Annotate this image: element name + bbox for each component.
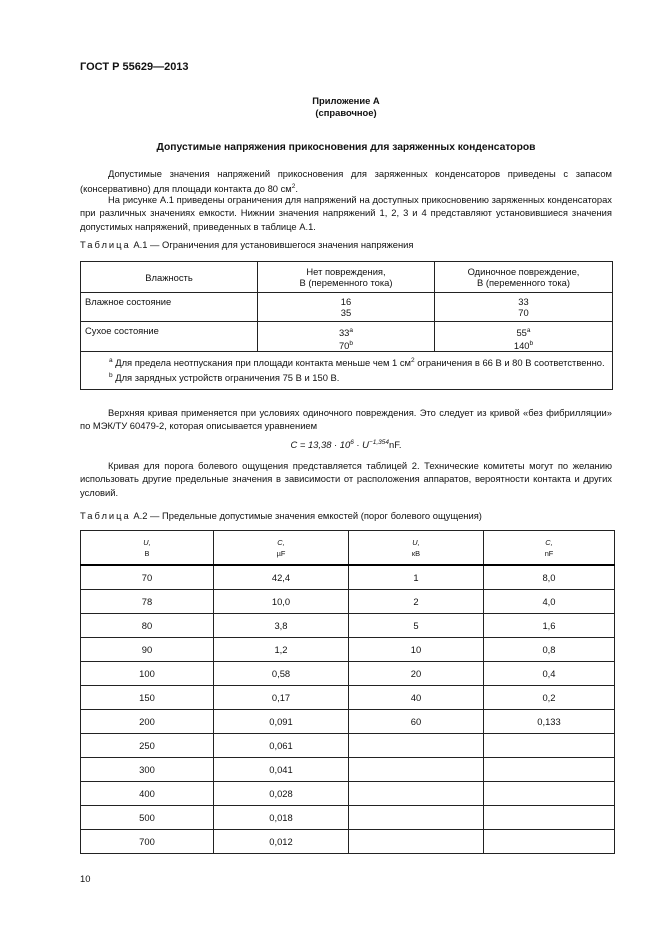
footnote-mark: b xyxy=(349,340,354,348)
header-u-v xyxy=(81,531,214,566)
table-row xyxy=(81,565,615,590)
table-cell: 40 xyxy=(349,686,484,710)
table-cell: 2 xyxy=(349,590,484,614)
eq-exp1: 6 xyxy=(350,439,354,446)
eq-unit: nF. xyxy=(388,439,402,451)
table-a2 xyxy=(80,530,615,854)
row-label: Влажное состояние xyxy=(81,293,258,322)
table-cell: 80 xyxy=(81,614,214,638)
table-row xyxy=(81,590,615,614)
paragraph-4: Кривая для порога болевого ощущения представляется таблицей 2. Технические комитеты могут по желанию использовать другие предельные значения в зависимости от расположения аппаратов, вероятности контакта и других условий. xyxy=(80,460,612,498)
paragraph-2: На рисунке А.1 приведены ограничения для напряжений на доступных прикосновению заряженных конденсаторах при различных значениях емкости. Нижнии значения напряжений 1, 2, 3 и 4 представляют установившиеся значения допустимых напряжений, приведенных в таблице А.1. xyxy=(80,194,612,232)
header-unit: кВ xyxy=(411,548,421,558)
table1-label: Таблица xyxy=(80,239,131,250)
para1-sup: 2 xyxy=(291,183,296,191)
table-cell xyxy=(349,758,484,782)
value: 35 xyxy=(340,307,352,318)
table-cell: 4,0 xyxy=(484,590,615,614)
table-cell: 5 xyxy=(349,614,484,638)
table-row xyxy=(81,638,615,662)
header-text: В (переменного тока) xyxy=(476,277,570,288)
table-cell: 60 xyxy=(349,710,484,734)
header-symbol: C, xyxy=(545,537,553,547)
table-cell: 150 xyxy=(81,686,214,710)
page-number: 10 xyxy=(80,873,91,884)
table-cell: 42,4 xyxy=(214,565,349,590)
value: 70 xyxy=(518,307,529,318)
footnote-mark: b xyxy=(109,371,113,379)
section-title: Допустимые напряжения прикосновения для заряженных конденсаторов xyxy=(156,142,536,153)
table-cell: 100 xyxy=(81,662,214,686)
table-cell xyxy=(484,782,615,806)
table2-label: Таблица xyxy=(80,510,131,521)
table-cell: 20 xyxy=(349,662,484,686)
row-label: Сухое состояние xyxy=(81,322,258,352)
table-cell: 0,2 xyxy=(484,686,615,710)
header-text: В (переменного тока) xyxy=(299,277,393,288)
table-cell: 10,0 xyxy=(214,590,349,614)
table-cell: 70 xyxy=(81,565,214,590)
table-row xyxy=(81,293,613,322)
table-cell: 78 xyxy=(81,590,214,614)
equation xyxy=(80,439,612,450)
table-cell: 90 xyxy=(81,638,214,662)
table-cell: 1,2 xyxy=(214,638,349,662)
table-cell: 0,4 xyxy=(484,662,615,686)
table1-caption-text: А.1 — Ограничения для установившегося значения напряжения xyxy=(130,239,414,250)
table-cell: 8,0 xyxy=(484,565,615,590)
table-row xyxy=(81,710,615,734)
table-cell: 500 xyxy=(81,806,214,830)
table-cell: 1,6 xyxy=(484,614,615,638)
table-cell: 0,8 xyxy=(484,638,615,662)
table-cell xyxy=(349,830,484,854)
paragraph-3: Верхняя кривая применяется при условиях одиночного повреждения. Это следует из кривой «без фибрилляции» по МЭК/ТУ 60479-2, которая описывается уравнением xyxy=(80,407,612,432)
table-row xyxy=(81,686,615,710)
table-row xyxy=(81,758,615,782)
footnotes-cell xyxy=(81,352,613,389)
header-humidity: Влажность xyxy=(81,262,258,293)
para1-text: Допустимые значения напряжений прикосновения для заряженных конденсаторов приведены с запасом (консервативно) для площади контакта до 80 см xyxy=(80,168,612,195)
header-symbol: U, xyxy=(412,537,420,547)
single-fault-values xyxy=(435,293,613,322)
no-fault-values xyxy=(258,293,435,322)
table-footnotes xyxy=(81,352,613,389)
table-cell: 0,041 xyxy=(214,758,349,782)
footnote-mark: b xyxy=(529,340,534,348)
footnote-text: Для зарядных устройств ограничения 75 В и 150 В. xyxy=(112,372,340,383)
header-text: Нет повреждения, xyxy=(306,266,386,277)
value: 140 xyxy=(513,340,530,352)
table-cell xyxy=(349,806,484,830)
table-cell: 0,133 xyxy=(484,710,615,734)
header-u-kv xyxy=(349,531,484,566)
table-row xyxy=(81,614,615,638)
footnote-mark: a xyxy=(109,357,113,365)
header-no-fault xyxy=(258,262,435,293)
header-single-fault xyxy=(435,262,613,293)
single-fault-values xyxy=(435,322,613,352)
appendix-note: (справочное) xyxy=(315,107,377,118)
table-cell: 3,8 xyxy=(214,614,349,638)
table-cell: 0,58 xyxy=(214,662,349,686)
table-header-row xyxy=(81,531,615,566)
table-cell xyxy=(484,806,615,830)
table-cell xyxy=(484,758,615,782)
footnote-mark: a xyxy=(349,327,354,334)
eq-lhs: C = 13,38 · 10 xyxy=(290,439,351,451)
header-unit: nF xyxy=(544,548,554,558)
table-a1 xyxy=(80,261,613,390)
header-unit: µF xyxy=(276,548,286,558)
table-row xyxy=(81,734,615,758)
document-header: ГОСТ Р 55629—2013 xyxy=(80,61,189,73)
footnote-b xyxy=(85,370,608,385)
eq-mid: · U xyxy=(353,439,369,451)
footnote-text-end: ограничения в 66 В и 80 В соответственно. xyxy=(414,357,605,369)
table-cell: 200 xyxy=(81,710,214,734)
table-cell: 0,012 xyxy=(214,830,349,854)
table-cell xyxy=(484,734,615,758)
table-cell: 0,091 xyxy=(214,710,349,734)
table-row xyxy=(81,322,613,352)
table-cell xyxy=(349,782,484,806)
table-row xyxy=(81,662,615,686)
header-symbol: U, xyxy=(143,537,151,547)
table-row xyxy=(81,782,615,806)
appendix-title: Приложение А xyxy=(312,95,380,106)
header-c-nf xyxy=(484,531,615,566)
table-cell xyxy=(349,734,484,758)
footnote-text: Для предела неотпускания при площади контакта меньше чем 1 см xyxy=(112,357,411,369)
table-cell xyxy=(484,830,615,854)
table-cell: 0,17 xyxy=(214,686,349,710)
paragraph-1 xyxy=(80,167,612,196)
table2-caption xyxy=(80,510,482,521)
header-text: Одиночное повреждение, xyxy=(467,266,580,277)
table1-caption xyxy=(80,239,414,250)
table-cell: 0,018 xyxy=(214,806,349,830)
table-header-row xyxy=(81,262,613,293)
table-cell: 700 xyxy=(81,830,214,854)
table-row xyxy=(81,830,615,854)
value: 55 xyxy=(516,327,527,339)
value: 33 xyxy=(338,327,350,339)
para1-end: . xyxy=(295,183,298,195)
header-symbol: C, xyxy=(277,537,285,547)
table-cell: 10 xyxy=(349,638,484,662)
eq-exp2: −1,354 xyxy=(368,439,389,446)
value: 70 xyxy=(338,340,350,352)
footnote-mark: a xyxy=(526,327,531,334)
appendix-heading xyxy=(80,95,612,119)
no-fault-values xyxy=(258,322,435,352)
table-cell: 300 xyxy=(81,758,214,782)
header-c-uf xyxy=(214,531,349,566)
table-cell: 250 xyxy=(81,734,214,758)
table-row xyxy=(81,806,615,830)
table-cell: 400 xyxy=(81,782,214,806)
footnote-a xyxy=(85,355,608,370)
table-cell: 0,061 xyxy=(214,734,349,758)
table-cell: 0,028 xyxy=(214,782,349,806)
table-cell: 1 xyxy=(349,565,484,590)
footnote-sup: 2 xyxy=(410,357,415,365)
table2-caption-text: А.2 — Предельные допустимые значения емкостей (порог болевого ощущения) xyxy=(130,510,482,521)
value: 16 xyxy=(340,296,352,307)
value: 33 xyxy=(518,296,529,307)
header-unit: В xyxy=(144,548,150,558)
